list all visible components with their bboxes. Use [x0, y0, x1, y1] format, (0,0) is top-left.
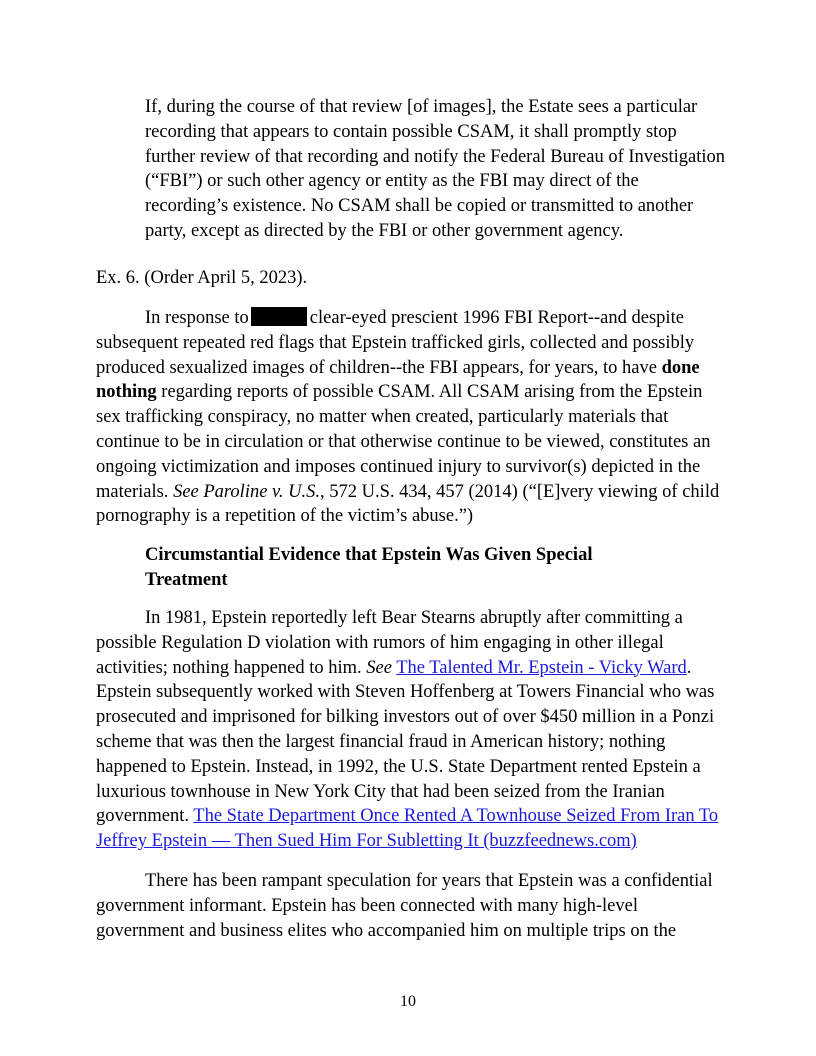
section-heading: Circumstantial Evidence that Epstein Was Given Special Treatment [145, 545, 593, 590]
see-signal: See [366, 657, 392, 678]
link-buzzfeed-article[interactable]: The State Department Once Rented A Townhouse Seized From Iran To Jeffrey Epstein — Then Sued Him For Subletting It (buzzfeednews.com) [96, 806, 719, 852]
block-quote [145, 95, 725, 244]
para1-text-start: In response to [145, 308, 249, 328]
para2-text-mid: . Epstein subsequently worked with Steven Hoffenberg at Towers Financial who was prosecuted and imprisoned for bilking investors out of over $450 million in a Ponzi scheme that was then the largest financial fraud in American history; nothing happened to Epstein. Instead, in 1992, the U.S. State Department rented Epstein a luxurious townhouse in New York City that had been seized from the Iranian government. [96, 657, 715, 827]
para3-text: There has been rampant speculation for years that Epstein was a confidential government informant. Epstein has been connected with many high-level government and business elites who accompanied him on multiple trips on the [96, 871, 713, 941]
link-vicky-ward-article[interactable]: The Talented Mr. Epstein - Vicky Ward [396, 657, 687, 678]
para1-text-end: regarding reports of possible CSAM. All CSAM arising from the Epstein sex trafficking conspiracy, no matter when created, particularly materials that continue to be in circulation or that otherwise continue to be viewed, constitutes an ongoing victimization and imposes continued injury to survivor(s) depicted in the materials. [96, 382, 711, 502]
paragraph-fbi-response [96, 306, 721, 529]
citation-details: , 572 U.S. 434, 457 (2014) (“[E]very viewing of child pornography is a repetition of the victim’s abuse.”) [96, 481, 720, 527]
redaction-box [251, 307, 307, 326]
para1-text-mid: clear-eyed prescient 1996 FBI Report--and despite subsequent repeated red flags that Epstein trafficked girls, collected and possibly produced sexualized images of children--the FBI appears, for years, to have [96, 308, 695, 378]
exhibit-reference: Ex. 6. (Order April 5, 2023). [96, 268, 308, 288]
paragraph-informant [96, 869, 721, 943]
quote-text: If, during the course of that review [of images], the Estate sees a particular recording that appears to contain possible CSAM, it shall promptly stop further review of that recording and notify the Federal Bureau of Investigation (“FBI”) or such other agency or entity as the FBI may direct of the recording’s existence. No CSAM shall be copied or transmitted to another party, except as directed by the FBI or other government agency. [145, 97, 725, 241]
para1-bold-text: done nothing [96, 357, 700, 403]
paragraph-bear-stearns [96, 606, 721, 854]
case-citation: See Paroline v. U.S. [173, 481, 320, 502]
para2-text-start: In 1981, Epstein reportedly left Bear Stearns abruptly after committing a possible Regulation D violation with rumors of him engaging in other illegal activities; nothing happened to him. [96, 608, 683, 678]
page-number: 10 [400, 993, 416, 1010]
